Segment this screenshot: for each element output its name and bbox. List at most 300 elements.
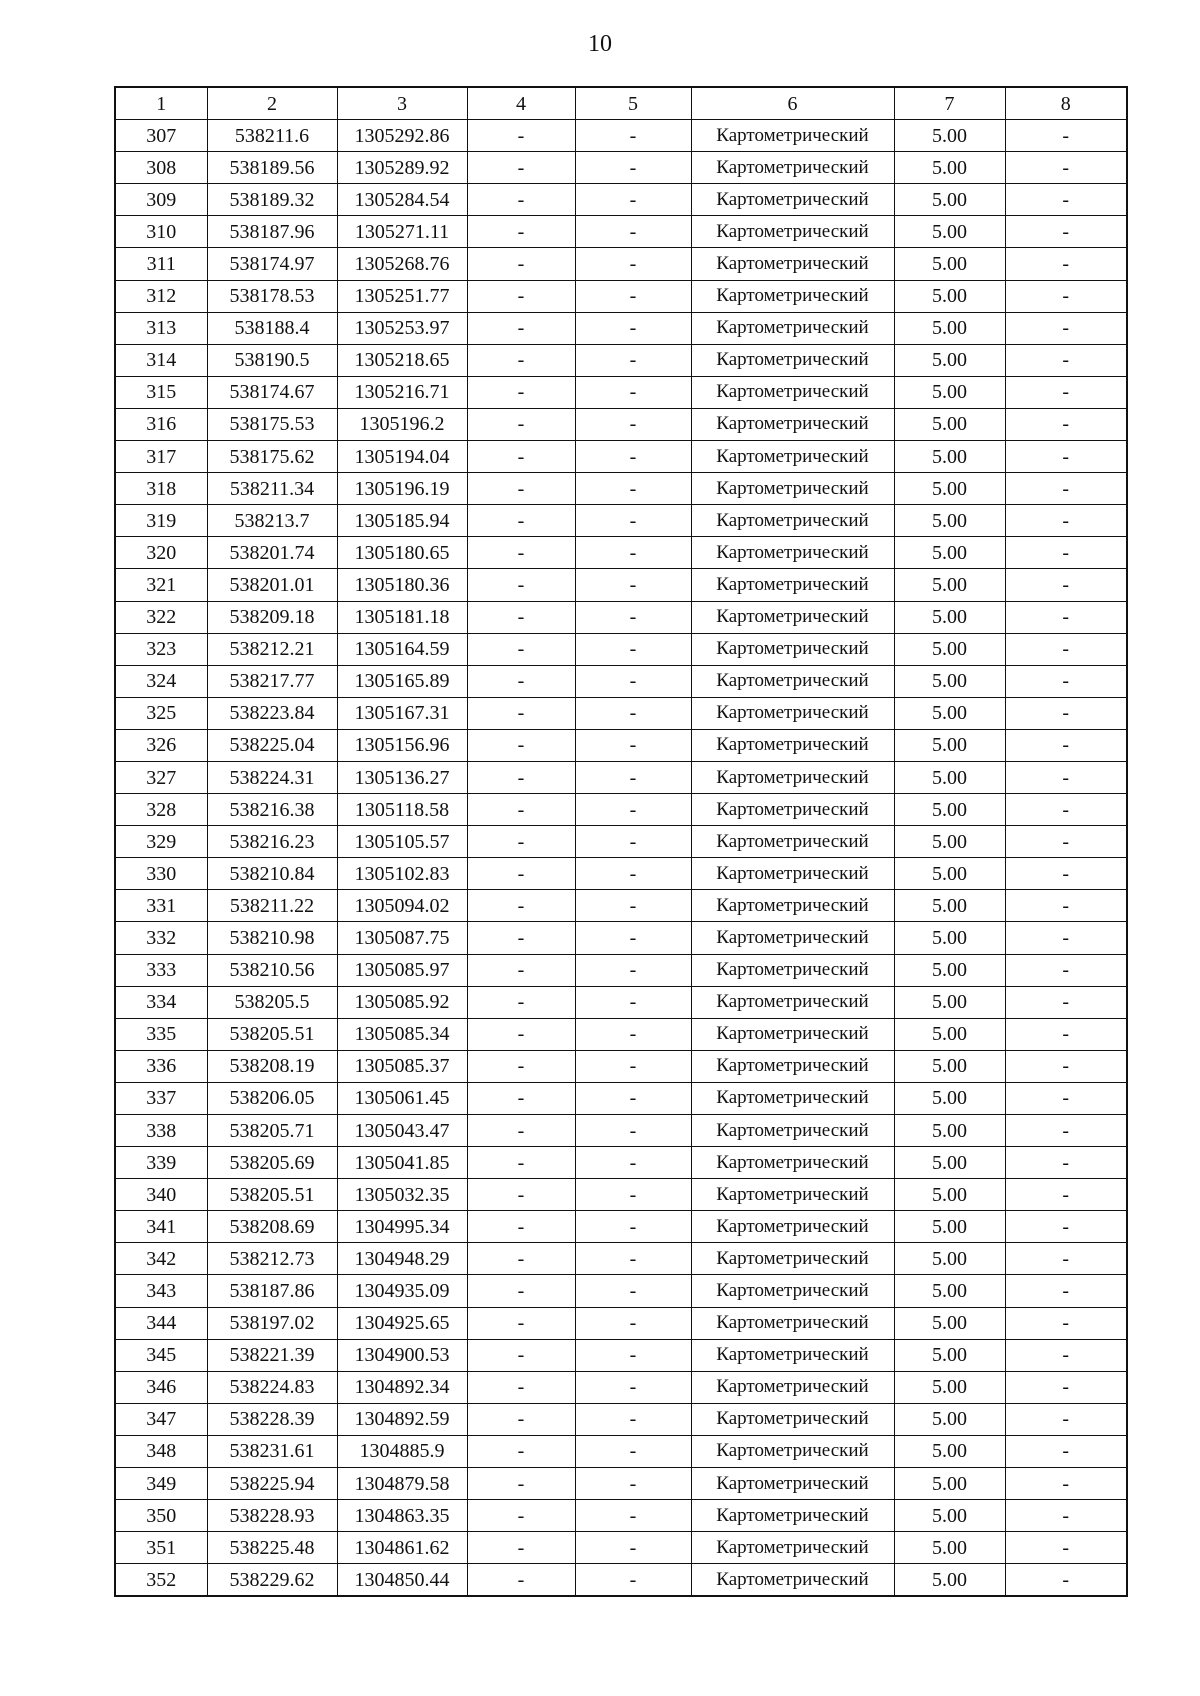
y-coordinate-cell: 1305268.76 <box>337 248 467 280</box>
col-5-cell: - <box>575 1468 691 1500</box>
y-coordinate-cell: 1305087.75 <box>337 922 467 954</box>
x-coordinate-cell: 538225.04 <box>207 729 337 761</box>
x-coordinate-cell: 538208.69 <box>207 1211 337 1243</box>
accuracy-cell: 5.00 <box>894 120 1005 152</box>
point-number-cell: 347 <box>115 1403 207 1435</box>
point-number-cell: 327 <box>115 761 207 793</box>
col-4-cell: - <box>467 1339 575 1371</box>
table-row <box>115 280 1127 312</box>
col-5-cell: - <box>575 184 691 216</box>
col-8-cell: - <box>1005 986 1127 1018</box>
col-8-cell: - <box>1005 505 1127 537</box>
x-coordinate-cell: 538197.02 <box>207 1307 337 1339</box>
x-coordinate-cell: 538175.62 <box>207 441 337 473</box>
method-cell: Картометрический <box>691 1403 894 1435</box>
y-coordinate-cell: 1305253.97 <box>337 312 467 344</box>
x-coordinate-cell: 538221.39 <box>207 1339 337 1371</box>
x-coordinate-cell: 538187.86 <box>207 1275 337 1307</box>
y-coordinate-cell: 1304925.65 <box>337 1307 467 1339</box>
col-5-cell: - <box>575 1179 691 1211</box>
col-8-cell: - <box>1005 794 1127 826</box>
x-coordinate-cell: 538175.53 <box>207 408 337 440</box>
x-coordinate-cell: 538178.53 <box>207 280 337 312</box>
table-row <box>115 505 1127 537</box>
accuracy-cell: 5.00 <box>894 794 1005 826</box>
point-number-cell: 319 <box>115 505 207 537</box>
column-header-6: 6 <box>691 87 894 120</box>
col-8-cell: - <box>1005 1115 1127 1147</box>
point-number-cell: 336 <box>115 1050 207 1082</box>
x-coordinate-cell: 538211.22 <box>207 890 337 922</box>
col-8-cell: - <box>1005 120 1127 152</box>
method-cell: Картометрический <box>691 376 894 408</box>
table-row <box>115 761 1127 793</box>
col-5-cell: - <box>575 441 691 473</box>
x-coordinate-cell: 538205.5 <box>207 986 337 1018</box>
method-cell: Картометрический <box>691 441 894 473</box>
col-5-cell: - <box>575 1018 691 1050</box>
col-4-cell: - <box>467 1564 575 1597</box>
method-cell: Картометрический <box>691 1500 894 1532</box>
accuracy-cell: 5.00 <box>894 344 1005 376</box>
y-coordinate-cell: 1305085.37 <box>337 1050 467 1082</box>
accuracy-cell: 5.00 <box>894 954 1005 986</box>
col-4-cell: - <box>467 1115 575 1147</box>
col-5-cell: - <box>575 1082 691 1114</box>
col-8-cell: - <box>1005 1050 1127 1082</box>
method-cell: Картометрический <box>691 120 894 152</box>
col-5-cell: - <box>575 1243 691 1275</box>
y-coordinate-cell: 1305196.19 <box>337 473 467 505</box>
y-coordinate-cell: 1305185.94 <box>337 505 467 537</box>
col-5-cell: - <box>575 1307 691 1339</box>
method-cell: Картометрический <box>691 761 894 793</box>
y-coordinate-cell: 1305043.47 <box>337 1115 467 1147</box>
col-5-cell: - <box>575 665 691 697</box>
col-8-cell: - <box>1005 248 1127 280</box>
col-4-cell: - <box>467 1307 575 1339</box>
table-row <box>115 922 1127 954</box>
x-coordinate-cell: 538212.73 <box>207 1243 337 1275</box>
accuracy-cell: 5.00 <box>894 1018 1005 1050</box>
y-coordinate-cell: 1305165.89 <box>337 665 467 697</box>
col-4-cell: - <box>467 248 575 280</box>
accuracy-cell: 5.00 <box>894 441 1005 473</box>
method-cell: Картометрический <box>691 537 894 569</box>
method-cell: Картометрический <box>691 986 894 1018</box>
col-8-cell: - <box>1005 1018 1127 1050</box>
table-row <box>115 1147 1127 1179</box>
col-8-cell: - <box>1005 890 1127 922</box>
method-cell: Картометрический <box>691 890 894 922</box>
col-4-cell: - <box>467 152 575 184</box>
point-number-cell: 314 <box>115 344 207 376</box>
col-8-cell: - <box>1005 697 1127 729</box>
col-5-cell: - <box>575 1211 691 1243</box>
accuracy-cell: 5.00 <box>894 1179 1005 1211</box>
col-4-cell: - <box>467 890 575 922</box>
page-number: 10 <box>588 31 612 57</box>
col-8-cell: - <box>1005 280 1127 312</box>
col-4-cell: - <box>467 473 575 505</box>
accuracy-cell: 5.00 <box>894 1500 1005 1532</box>
col-4-cell: - <box>467 120 575 152</box>
x-coordinate-cell: 538211.6 <box>207 120 337 152</box>
table-row <box>115 408 1127 440</box>
col-5-cell: - <box>575 537 691 569</box>
y-coordinate-cell: 1304885.9 <box>337 1435 467 1467</box>
point-number-cell: 340 <box>115 1179 207 1211</box>
col-5-cell: - <box>575 280 691 312</box>
accuracy-cell: 5.00 <box>894 473 1005 505</box>
col-5-cell: - <box>575 505 691 537</box>
column-header-4: 4 <box>467 87 575 120</box>
method-cell: Картометрический <box>691 473 894 505</box>
col-5-cell: - <box>575 216 691 248</box>
col-4-cell: - <box>467 954 575 986</box>
x-coordinate-cell: 538201.01 <box>207 569 337 601</box>
y-coordinate-cell: 1304861.62 <box>337 1532 467 1564</box>
method-cell: Картометрический <box>691 1468 894 1500</box>
method-cell: Картометрический <box>691 1243 894 1275</box>
y-coordinate-cell: 1305085.34 <box>337 1018 467 1050</box>
column-header-8: 8 <box>1005 87 1127 120</box>
y-coordinate-cell: 1304995.34 <box>337 1211 467 1243</box>
col-5-cell: - <box>575 601 691 633</box>
y-coordinate-cell: 1305167.31 <box>337 697 467 729</box>
table-row <box>115 441 1127 473</box>
point-number-cell: 315 <box>115 376 207 408</box>
point-number-cell: 335 <box>115 1018 207 1050</box>
point-number-cell: 308 <box>115 152 207 184</box>
y-coordinate-cell: 1305218.65 <box>337 344 467 376</box>
method-cell: Картометрический <box>691 1339 894 1371</box>
accuracy-cell: 5.00 <box>894 152 1005 184</box>
col-4-cell: - <box>467 1179 575 1211</box>
table-row <box>115 184 1127 216</box>
col-4-cell: - <box>467 1211 575 1243</box>
col-8-cell: - <box>1005 729 1127 761</box>
point-number-cell: 349 <box>115 1468 207 1500</box>
accuracy-cell: 5.00 <box>894 376 1005 408</box>
table-row <box>115 1275 1127 1307</box>
y-coordinate-cell: 1305041.85 <box>337 1147 467 1179</box>
method-cell: Картометрический <box>691 954 894 986</box>
accuracy-cell: 5.00 <box>894 1082 1005 1114</box>
col-8-cell: - <box>1005 441 1127 473</box>
col-5-cell: - <box>575 344 691 376</box>
col-8-cell: - <box>1005 1435 1127 1467</box>
col-8-cell: - <box>1005 954 1127 986</box>
col-4-cell: - <box>467 794 575 826</box>
col-8-cell: - <box>1005 761 1127 793</box>
table-row <box>115 826 1127 858</box>
accuracy-cell: 5.00 <box>894 216 1005 248</box>
col-5-cell: - <box>575 729 691 761</box>
col-4-cell: - <box>467 1050 575 1082</box>
y-coordinate-cell: 1305156.96 <box>337 729 467 761</box>
method-cell: Картометрический <box>691 569 894 601</box>
y-coordinate-cell: 1305164.59 <box>337 633 467 665</box>
x-coordinate-cell: 538205.69 <box>207 1147 337 1179</box>
accuracy-cell: 5.00 <box>894 505 1005 537</box>
y-coordinate-cell: 1305085.92 <box>337 986 467 1018</box>
point-number-cell: 328 <box>115 794 207 826</box>
col-8-cell: - <box>1005 216 1127 248</box>
table-row <box>115 344 1127 376</box>
point-number-cell: 350 <box>115 1500 207 1532</box>
y-coordinate-cell: 1305118.58 <box>337 794 467 826</box>
col-8-cell: - <box>1005 1532 1127 1564</box>
table-row <box>115 216 1127 248</box>
col-8-cell: - <box>1005 312 1127 344</box>
accuracy-cell: 5.00 <box>894 1211 1005 1243</box>
table-row <box>115 1435 1127 1467</box>
col-4-cell: - <box>467 408 575 440</box>
col-5-cell: - <box>575 248 691 280</box>
accuracy-cell: 5.00 <box>894 1371 1005 1403</box>
x-coordinate-cell: 538216.38 <box>207 794 337 826</box>
col-4-cell: - <box>467 1018 575 1050</box>
point-number-cell: 323 <box>115 633 207 665</box>
x-coordinate-cell: 538213.7 <box>207 505 337 537</box>
col-5-cell: - <box>575 1532 691 1564</box>
col-4-cell: - <box>467 858 575 890</box>
col-4-cell: - <box>467 441 575 473</box>
x-coordinate-cell: 538225.48 <box>207 1532 337 1564</box>
y-coordinate-cell: 1305180.65 <box>337 537 467 569</box>
accuracy-cell: 5.00 <box>894 858 1005 890</box>
col-4-cell: - <box>467 537 575 569</box>
table-row <box>115 890 1127 922</box>
point-number-cell: 320 <box>115 537 207 569</box>
col-4-cell: - <box>467 922 575 954</box>
x-coordinate-cell: 538205.71 <box>207 1115 337 1147</box>
x-coordinate-cell: 538174.67 <box>207 376 337 408</box>
y-coordinate-cell: 1304863.35 <box>337 1500 467 1532</box>
y-coordinate-cell: 1305271.11 <box>337 216 467 248</box>
accuracy-cell: 5.00 <box>894 1243 1005 1275</box>
accuracy-cell: 5.00 <box>894 1307 1005 1339</box>
col-4-cell: - <box>467 1082 575 1114</box>
x-coordinate-cell: 538225.94 <box>207 1468 337 1500</box>
x-coordinate-cell: 538201.74 <box>207 537 337 569</box>
x-coordinate-cell: 538189.32 <box>207 184 337 216</box>
x-coordinate-cell: 538174.97 <box>207 248 337 280</box>
x-coordinate-cell: 538187.96 <box>207 216 337 248</box>
method-cell: Картометрический <box>691 1435 894 1467</box>
point-number-cell: 351 <box>115 1532 207 1564</box>
table-row <box>115 633 1127 665</box>
method-cell: Картометрический <box>691 1307 894 1339</box>
method-cell: Картометрический <box>691 184 894 216</box>
method-cell: Картометрический <box>691 697 894 729</box>
table-row <box>115 537 1127 569</box>
col-4-cell: - <box>467 376 575 408</box>
table-row <box>115 1115 1127 1147</box>
accuracy-cell: 5.00 <box>894 408 1005 440</box>
col-5-cell: - <box>575 858 691 890</box>
x-coordinate-cell: 538189.56 <box>207 152 337 184</box>
method-cell: Картометрический <box>691 152 894 184</box>
table-row <box>115 665 1127 697</box>
col-5-cell: - <box>575 633 691 665</box>
column-header-2: 2 <box>207 87 337 120</box>
col-4-cell: - <box>467 344 575 376</box>
point-number-cell: 311 <box>115 248 207 280</box>
coordinates-table <box>114 86 1128 1597</box>
accuracy-cell: 5.00 <box>894 826 1005 858</box>
col-5-cell: - <box>575 1500 691 1532</box>
col-4-cell: - <box>467 1147 575 1179</box>
col-4-cell: - <box>467 280 575 312</box>
col-4-cell: - <box>467 697 575 729</box>
col-4-cell: - <box>467 569 575 601</box>
col-5-cell: - <box>575 986 691 1018</box>
point-number-cell: 346 <box>115 1371 207 1403</box>
col-8-cell: - <box>1005 184 1127 216</box>
method-cell: Картометрический <box>691 1371 894 1403</box>
accuracy-cell: 5.00 <box>894 601 1005 633</box>
method-cell: Картометрический <box>691 1275 894 1307</box>
point-number-cell: 337 <box>115 1082 207 1114</box>
y-coordinate-cell: 1305251.77 <box>337 280 467 312</box>
x-coordinate-cell: 538188.4 <box>207 312 337 344</box>
y-coordinate-cell: 1304879.58 <box>337 1468 467 1500</box>
x-coordinate-cell: 538205.51 <box>207 1018 337 1050</box>
column-header-1: 1 <box>115 87 207 120</box>
point-number-cell: 342 <box>115 1243 207 1275</box>
table-row <box>115 152 1127 184</box>
y-coordinate-cell: 1305289.92 <box>337 152 467 184</box>
y-coordinate-cell: 1305032.35 <box>337 1179 467 1211</box>
x-coordinate-cell: 538228.93 <box>207 1500 337 1532</box>
col-8-cell: - <box>1005 569 1127 601</box>
col-8-cell: - <box>1005 152 1127 184</box>
col-8-cell: - <box>1005 1211 1127 1243</box>
col-5-cell: - <box>575 1564 691 1597</box>
y-coordinate-cell: 1305102.83 <box>337 858 467 890</box>
method-cell: Картометрический <box>691 344 894 376</box>
y-coordinate-cell: 1305216.71 <box>337 376 467 408</box>
point-number-cell: 332 <box>115 922 207 954</box>
accuracy-cell: 5.00 <box>894 1339 1005 1371</box>
accuracy-cell: 5.00 <box>894 248 1005 280</box>
accuracy-cell: 5.00 <box>894 1468 1005 1500</box>
y-coordinate-cell: 1304850.44 <box>337 1564 467 1597</box>
accuracy-cell: 5.00 <box>894 537 1005 569</box>
col-5-cell: - <box>575 376 691 408</box>
col-4-cell: - <box>467 1435 575 1467</box>
accuracy-cell: 5.00 <box>894 697 1005 729</box>
table-row <box>115 473 1127 505</box>
point-number-cell: 352 <box>115 1564 207 1597</box>
col-4-cell: - <box>467 1243 575 1275</box>
table-row <box>115 986 1127 1018</box>
x-coordinate-cell: 538205.51 <box>207 1179 337 1211</box>
col-5-cell: - <box>575 1147 691 1179</box>
point-number-cell: 333 <box>115 954 207 986</box>
col-5-cell: - <box>575 1435 691 1467</box>
point-number-cell: 324 <box>115 665 207 697</box>
table-row <box>115 1532 1127 1564</box>
col-8-cell: - <box>1005 1082 1127 1114</box>
accuracy-cell: 5.00 <box>894 1147 1005 1179</box>
accuracy-cell: 5.00 <box>894 665 1005 697</box>
point-number-cell: 316 <box>115 408 207 440</box>
point-number-cell: 318 <box>115 473 207 505</box>
col-5-cell: - <box>575 922 691 954</box>
x-coordinate-cell: 538206.05 <box>207 1082 337 1114</box>
accuracy-cell: 5.00 <box>894 1435 1005 1467</box>
table-row <box>115 1243 1127 1275</box>
table-row <box>115 1082 1127 1114</box>
col-8-cell: - <box>1005 344 1127 376</box>
x-coordinate-cell: 538224.83 <box>207 1371 337 1403</box>
table-row <box>115 1564 1127 1597</box>
point-number-cell: 307 <box>115 120 207 152</box>
col-8-cell: - <box>1005 858 1127 890</box>
col-8-cell: - <box>1005 376 1127 408</box>
table-row <box>115 1403 1127 1435</box>
method-cell: Картометрический <box>691 280 894 312</box>
accuracy-cell: 5.00 <box>894 1532 1005 1564</box>
table-row <box>115 1179 1127 1211</box>
y-coordinate-cell: 1305105.57 <box>337 826 467 858</box>
point-number-cell: 345 <box>115 1339 207 1371</box>
table-row <box>115 1018 1127 1050</box>
accuracy-cell: 5.00 <box>894 633 1005 665</box>
point-number-cell: 334 <box>115 986 207 1018</box>
y-coordinate-cell: 1305196.2 <box>337 408 467 440</box>
table-header-row <box>115 87 1127 120</box>
col-8-cell: - <box>1005 1243 1127 1275</box>
col-5-cell: - <box>575 697 691 729</box>
col-5-cell: - <box>575 473 691 505</box>
point-number-cell: 309 <box>115 184 207 216</box>
y-coordinate-cell: 1304892.59 <box>337 1403 467 1435</box>
col-4-cell: - <box>467 826 575 858</box>
col-8-cell: - <box>1005 1339 1127 1371</box>
col-4-cell: - <box>467 1403 575 1435</box>
table-row <box>115 312 1127 344</box>
method-cell: Картометрический <box>691 1564 894 1597</box>
col-4-cell: - <box>467 665 575 697</box>
method-cell: Картометрический <box>691 1211 894 1243</box>
x-coordinate-cell: 538224.31 <box>207 761 337 793</box>
method-cell: Картометрический <box>691 1179 894 1211</box>
table-row <box>115 697 1127 729</box>
col-4-cell: - <box>467 505 575 537</box>
accuracy-cell: 5.00 <box>894 184 1005 216</box>
y-coordinate-cell: 1305181.18 <box>337 601 467 633</box>
method-cell: Картометрический <box>691 408 894 440</box>
accuracy-cell: 5.00 <box>894 1403 1005 1435</box>
col-8-cell: - <box>1005 1403 1127 1435</box>
x-coordinate-cell: 538231.61 <box>207 1435 337 1467</box>
x-coordinate-cell: 538190.5 <box>207 344 337 376</box>
table-body <box>115 120 1127 1597</box>
method-cell: Картометрический <box>691 248 894 280</box>
table-row <box>115 1500 1127 1532</box>
col-4-cell: - <box>467 729 575 761</box>
col-8-cell: - <box>1005 1500 1127 1532</box>
method-cell: Картометрический <box>691 858 894 890</box>
col-5-cell: - <box>575 1371 691 1403</box>
x-coordinate-cell: 538209.18 <box>207 601 337 633</box>
col-8-cell: - <box>1005 408 1127 440</box>
point-number-cell: 348 <box>115 1435 207 1467</box>
